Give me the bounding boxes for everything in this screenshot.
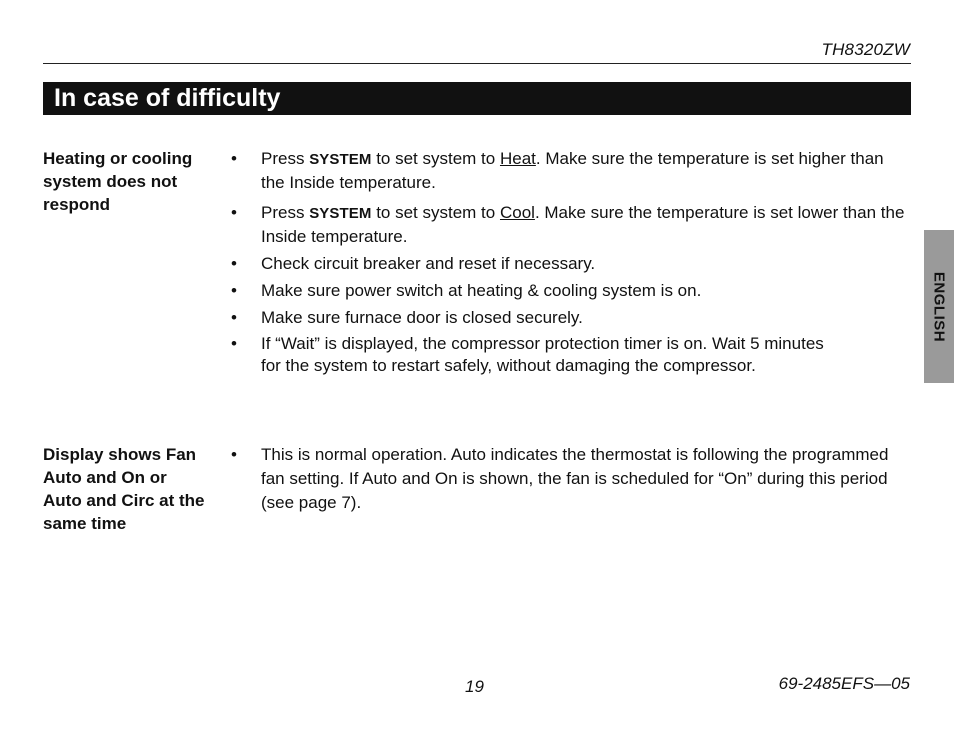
list-item xyxy=(231,147,911,194)
remedy-list xyxy=(231,443,911,515)
bullet: • xyxy=(231,308,237,327)
page-title: In case of difficulty xyxy=(43,82,911,115)
remedy-list xyxy=(231,147,911,377)
cool-mode-label: Cool xyxy=(499,203,535,222)
list-item xyxy=(231,443,911,515)
list-item xyxy=(231,201,911,248)
bullet: • xyxy=(231,203,237,222)
item-text: This is normal operation. Auto indicates the thermostat is following the programmed fan setting. If Auto and On is shown, the fan is scheduled for “On” during this period (see page 7). xyxy=(261,445,889,512)
item-text: Check circuit breaker and reset if necessary. xyxy=(261,254,596,273)
item-text: Make sure power switch at heating & cooling system is on. xyxy=(261,281,702,300)
list-item xyxy=(231,306,911,329)
model-number: TH8320ZW xyxy=(821,40,910,59)
condition-label: Display shows Fan Auto and On or Auto and Circ at the same time xyxy=(43,445,205,533)
language-tab xyxy=(924,230,954,383)
heat-mode-label: Heat xyxy=(499,149,536,168)
bullet: • xyxy=(231,149,237,168)
item-text: Make sure furnace door is closed securely. xyxy=(261,308,583,327)
language-tab-label: ENGLISH xyxy=(930,271,948,342)
system-key-label: SYSTEM xyxy=(309,205,372,222)
bullet: • xyxy=(231,334,237,353)
bullet: • xyxy=(231,281,237,300)
item-text: If “Wait” is displayed, the compressor protection timer is on. Wait 5 minutes for the system to restart safely, without damaging the compressor. xyxy=(261,334,824,375)
system-key-label: SYSTEM xyxy=(309,151,372,168)
item-text: Press SYSTEM to set system to Cool. Make sure the temperature is set lower than the Inside temperature. xyxy=(261,203,905,246)
list-item xyxy=(231,252,911,275)
page-number: 19 xyxy=(465,677,484,696)
bullet: • xyxy=(231,254,237,273)
list-item xyxy=(231,333,911,377)
item-text: Press SYSTEM to set system to Heat. Make sure the temperature is set higher than the Inside temperature. xyxy=(261,149,884,192)
bullet: • xyxy=(231,445,237,464)
header-rule xyxy=(43,63,911,64)
list-item xyxy=(231,279,911,302)
condition-label: Heating or cooling system does not respond xyxy=(43,149,193,214)
document-number: 69-2485EFS—05 xyxy=(778,674,910,693)
